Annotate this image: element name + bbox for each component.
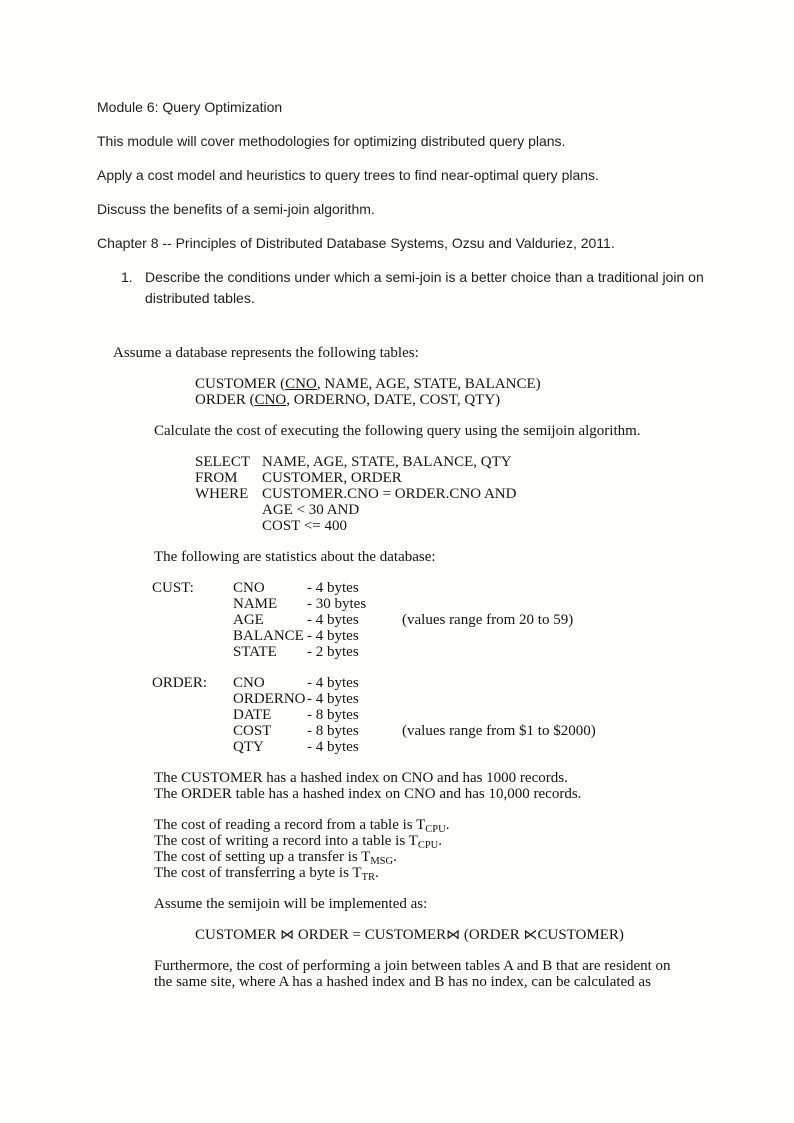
query-clause: NAME, AGE, STATE, BALANCE, QTY	[262, 454, 512, 470]
chapter-reference-line: Chapter 8 -- Principles of Distributed Database Systems, Ozsu and Valduriez, 2011.	[97, 235, 615, 251]
module-discussion-line: Discuss the benefits of a semi-join algorithm.	[97, 201, 375, 217]
field-name: STATE	[233, 644, 277, 660]
field-note	[402, 628, 794, 644]
cost-period: .	[375, 865, 379, 881]
numbered-question-item	[121, 267, 794, 309]
cost-text: The cost of reading a record from a table is T	[154, 817, 426, 833]
formula-text: CUSTOMER	[195, 927, 281, 943]
sql-query	[195, 454, 794, 534]
cost-line-transfer	[154, 865, 794, 881]
field-size: - 4 bytes	[307, 675, 359, 691]
cost-subscript: MSG	[370, 856, 394, 867]
stats-table-label	[152, 739, 233, 755]
field-size: - 4 bytes	[307, 739, 359, 755]
field-size: - 30 bytes	[307, 596, 367, 612]
field-note	[402, 675, 794, 691]
query-row	[195, 518, 794, 534]
field-size: - 8 bytes	[307, 707, 359, 723]
formula-text: ORDER = CUSTOMER	[294, 927, 447, 943]
field-note: (values range from 20 to 59)	[402, 612, 574, 628]
index-notes	[154, 770, 794, 802]
field-size: - 4 bytes	[307, 691, 359, 707]
stats-table-label: CUST:	[152, 580, 194, 596]
bowtie-join-operator: ⋈	[280, 927, 295, 943]
schema-prefix: ORDER (	[195, 392, 255, 408]
field-name: NAME	[233, 596, 278, 612]
query-clause: COST <= 400	[262, 518, 347, 534]
semijoin-formula	[195, 927, 794, 943]
join-cost-note-line-1: Furthermore, the cost of performing a join between tables A and B that are resident on	[154, 958, 671, 974]
stats-intro: The following are statistics about the database:	[154, 549, 436, 565]
join-cost-note-line-2: the same site, where A has a hashed index and B has no index, can be calculated as	[154, 974, 651, 990]
schema-rest: , ORDERNO, DATE, COST, QTY)	[286, 392, 501, 408]
stats-table-label	[152, 644, 233, 660]
field-name: CNO	[233, 675, 265, 691]
field-size: - 2 bytes	[307, 644, 359, 660]
stats-table-label	[152, 628, 233, 644]
cost-subscript: TR	[361, 872, 375, 883]
module-title: Module 6: Query Optimization	[97, 99, 283, 115]
cost-line-read	[154, 817, 794, 833]
schema-rest: , NAME, AGE, STATE, BALANCE)	[316, 376, 541, 392]
field-note: (values range from $1 to $2000)	[402, 723, 596, 739]
query-keyword	[195, 518, 262, 534]
stats-table-label	[152, 707, 233, 723]
query-row	[195, 470, 794, 486]
index-note-order: The ORDER table has a hashed index on CNO and has 10,000 records.	[154, 786, 582, 802]
calculate-instruction: Calculate the cost of executing the following query using the semijoin algorithm.	[154, 423, 641, 439]
cost-line-message	[154, 849, 794, 865]
stats-table-label: ORDER:	[152, 675, 208, 691]
cost-subscript: CPU	[425, 824, 446, 835]
field-size: - 4 bytes	[307, 612, 359, 628]
field-name: DATE	[233, 707, 272, 723]
field-name: QTY	[233, 739, 264, 755]
assume-statement: Assume a database represents the following tables:	[113, 345, 419, 361]
field-note	[402, 596, 794, 612]
query-row	[195, 454, 794, 470]
field-name: COST	[233, 723, 272, 739]
cost-period: .	[445, 817, 450, 833]
schema-line-customer	[195, 376, 794, 392]
semijoin-operator: ⋉	[523, 927, 538, 943]
stats-table-label	[152, 723, 233, 739]
cost-line-write	[154, 833, 794, 849]
query-clause: CUSTOMER.CNO = ORDER.CNO AND	[262, 486, 517, 502]
query-keyword: WHERE	[195, 486, 249, 502]
formula-text: CUSTOMER)	[537, 927, 624, 943]
query-keyword	[195, 502, 262, 518]
query-row	[195, 486, 794, 502]
field-note	[402, 691, 794, 707]
cost-text: The cost of setting up a transfer is T	[154, 849, 371, 865]
question-line-2: distributed tables.	[145, 290, 255, 306]
stats-table-label	[152, 596, 233, 612]
cost-definitions	[154, 817, 794, 881]
query-clause: AGE < 30 AND	[262, 502, 360, 518]
table-schemas	[195, 376, 794, 408]
query-keyword: FROM	[195, 470, 238, 486]
module-intro-section	[97, 97, 794, 309]
question-line-1: Describe the conditions under which a semi-join is a better choice than a traditional join on	[145, 269, 704, 285]
cost-text: The cost of transferring a byte is T	[154, 865, 362, 881]
formula-text: (ORDER	[460, 927, 524, 943]
field-name: AGE	[233, 612, 264, 628]
module-objective-line: Apply a cost model and heuristics to query trees to find near-optimal query plans.	[97, 167, 599, 183]
field-size: - 4 bytes	[307, 580, 359, 596]
schema-prefix: CUSTOMER (	[195, 376, 286, 392]
field-note	[402, 707, 794, 723]
stats-table-label	[152, 612, 233, 628]
assignment-body-section	[0, 345, 794, 990]
field-size: - 4 bytes	[307, 628, 359, 644]
query-keyword: SELECT	[195, 454, 250, 470]
schema-line-order	[195, 392, 794, 408]
cost-text: The cost of writing a record into a table is T	[154, 833, 418, 849]
field-name: CNO	[233, 580, 265, 596]
stats-table-cust	[152, 580, 794, 660]
stats-table-label	[152, 691, 233, 707]
query-row	[195, 502, 794, 518]
schema-key-underlined: CNO	[254, 392, 287, 408]
field-note	[402, 644, 794, 660]
join-cost-note	[154, 958, 794, 990]
field-note	[402, 580, 794, 596]
index-note-customer: The CUSTOMER has a hashed index on CNO and has 1000 records.	[154, 770, 568, 786]
question-text	[145, 267, 735, 309]
module-overview-line: This module will cover methodologies for optimizing distributed query plans.	[97, 133, 566, 149]
field-size: - 8 bytes	[307, 723, 359, 739]
cost-subscript: CPU	[417, 840, 439, 851]
cost-period: .	[438, 833, 442, 849]
semijoin-intro: Assume the semijoin will be implemented as:	[154, 896, 428, 912]
query-clause: CUSTOMER, ORDER	[262, 470, 402, 486]
field-note	[402, 739, 794, 755]
cost-period: .	[393, 849, 397, 865]
field-name: BALANCE	[233, 628, 304, 644]
question-number: 1.	[121, 269, 133, 285]
field-name: ORDERNO	[233, 691, 306, 707]
schema-key-underlined: CNO	[285, 376, 317, 392]
bowtie-join-operator: ⋈	[446, 927, 461, 943]
stats-table-order	[152, 675, 794, 755]
